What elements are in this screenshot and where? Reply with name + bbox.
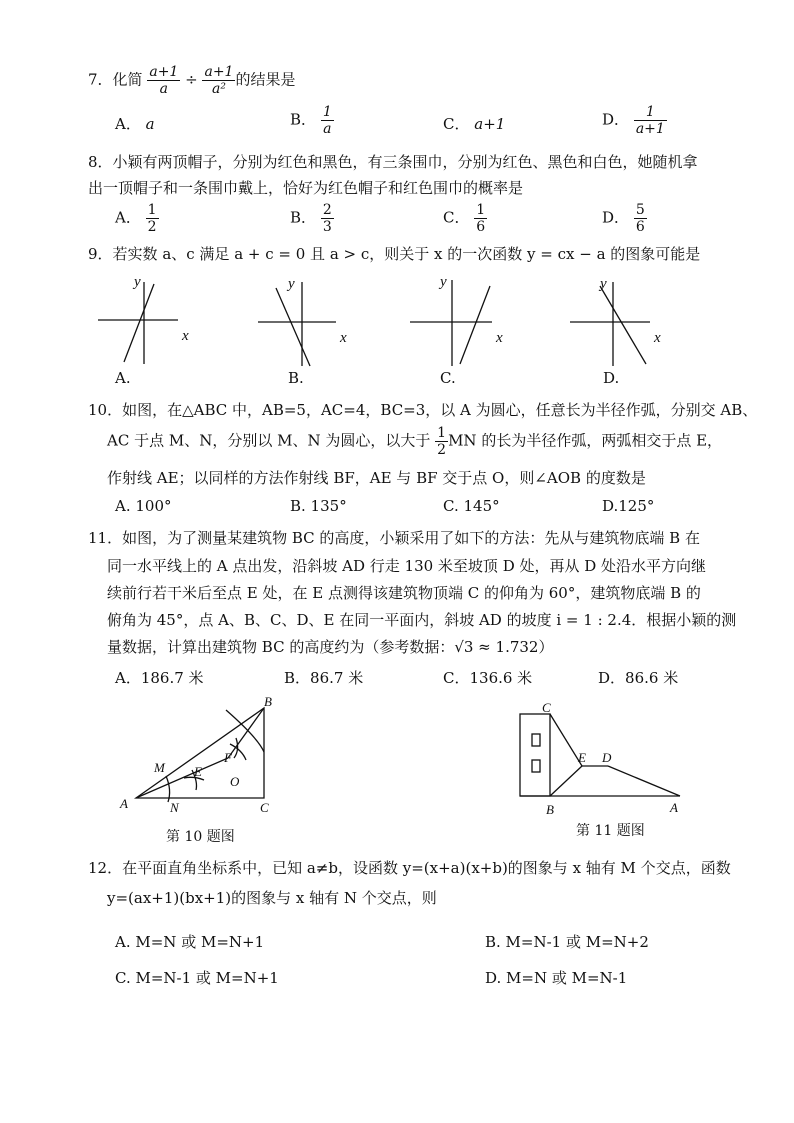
point-m-label: M [154, 760, 165, 775]
triangle-abc [136, 708, 264, 798]
option-d[interactable]: D. M=N 或 M=N-1 [485, 969, 628, 987]
fraction [634, 202, 647, 235]
fraction-denominator: 3 [322, 219, 332, 235]
question-text: 如图，在△ABC 中，AB=5，AC=4，BC=3，以 A 为圆心，任意长为半径作弧，分别交 AB、 [122, 401, 758, 419]
option-c[interactable] [443, 202, 487, 235]
question-number: 8． [88, 153, 113, 171]
point-b-label: B [546, 802, 554, 817]
point-e-label: E [578, 750, 586, 765]
option-d[interactable]: D.125° [602, 497, 655, 515]
option-label: A． [115, 208, 141, 227]
option-text: a+1 [474, 115, 506, 133]
graph-label-b[interactable]: B. [288, 369, 304, 387]
fraction-denominator: a [323, 121, 332, 137]
question-12-line-2: y=(ax+1)(bx+1)的图象与 x 轴有 N 个交点，则 [107, 889, 437, 907]
question-text: 如图，为了测量某建筑物 BC 的高度，小颖采用了如下的方法：先从与建筑物底端 B 在 [122, 529, 700, 547]
graph-d[interactable] [570, 282, 650, 366]
point-d-label: D [602, 750, 612, 765]
question-10-line-1 [88, 400, 757, 420]
x-axis-label: x [340, 330, 347, 346]
option-a[interactable] [115, 114, 155, 134]
fraction [474, 202, 487, 235]
option-label: D． [602, 110, 630, 129]
question-11-line-2: 同一水平线上的 A 点出发，沿斜坡 AD 行走 130 米至坡顶 D 处，再从 D 处沿水平方向继 [107, 557, 707, 575]
question-10-line-3: 作射线 AE；以同样的方法作射线 BF，AE 与 BF 交于点 O，则∠AOB 的度数是 [107, 469, 646, 487]
function-line [276, 288, 310, 366]
option-c[interactable]: C. M=N-1 或 M=N+1 [115, 969, 279, 987]
question-8-line-2: 出一顶帽子和一条围巾戴上，恰好为红色帽子和红色围巾的概率是 [88, 179, 524, 197]
option-label: C． [443, 208, 470, 227]
building-window [532, 760, 540, 772]
option-label: A． [115, 115, 141, 133]
question-8-line-1 [88, 152, 698, 172]
fraction-denominator: 6 [476, 219, 486, 235]
point-a-label: A [120, 796, 128, 811]
q9-graph-options [0, 272, 794, 382]
point-e-label: E [194, 764, 202, 779]
question-text: 化简 [112, 70, 143, 89]
option-d[interactable]: D．86.6 米 [598, 669, 679, 687]
option-c[interactable] [443, 114, 505, 134]
fraction-numerator: a+1 [149, 64, 179, 80]
function-line [124, 284, 154, 362]
fraction-numerator: 1 [634, 104, 667, 121]
point-n-label: N [170, 800, 179, 815]
question-number: 10． [88, 401, 123, 419]
question-11-line-3: 续前行若干米后至点 E 处，在 E 点测得该建筑物顶端 C 的仰角为 60°，建筑物底端 B 的 [107, 584, 701, 602]
y-axis-label: y [440, 274, 447, 290]
option-c[interactable]: C. 145° [443, 497, 500, 515]
option-label: B． [290, 110, 317, 129]
question-number: 9． [88, 245, 113, 263]
question-text: 在平面直角坐标系中，已知 a≠b，设函数 y=(x+a)(x+b)的图象与 x 轴有 M 个交点，函数 [122, 859, 731, 877]
graph-b[interactable] [258, 282, 336, 366]
function-line [460, 286, 490, 364]
fraction-numerator: 5 [635, 202, 645, 218]
point-o-label: O [230, 774, 240, 789]
fraction-denominator: 2 [147, 219, 157, 235]
graph-label-d[interactable]: D. [603, 369, 620, 387]
figure-10-caption: 第 10 题图 [166, 829, 235, 845]
question-10-line-2 [107, 425, 722, 458]
figure-11-caption: 第 11 题图 [576, 823, 645, 839]
slope-ad [608, 766, 680, 796]
option-d[interactable] [602, 104, 667, 137]
option-b[interactable] [290, 202, 334, 235]
option-text: a [145, 115, 155, 133]
question-11-line-4: 俯角为 45°，点 A、B、C、D、E 在同一平面内，斜坡 AD 的坡度 i = 1 : 2.4．根据小颖的测 [107, 611, 737, 629]
option-label: D． [602, 208, 630, 227]
question-11-line-5: 量数据，计算出建筑物 BC 的高度约为（参考数据：√3 ≈ 1.732） [107, 638, 554, 656]
sight-line-eb [550, 766, 582, 796]
graph-a[interactable] [98, 282, 178, 364]
point-f-label: F [224, 750, 232, 765]
option-a[interactable]: A．186.7 米 [115, 669, 204, 687]
building-bc [520, 714, 550, 796]
option-a[interactable]: A. 100° [115, 497, 172, 515]
question-text: 若实数 a、c 满足 a + c = 0 且 a > c，则关于 x 的一次函数 y = cx − a 的图象可能是 [112, 245, 701, 263]
question-number: 7． [88, 70, 113, 89]
option-label: B． [290, 208, 317, 227]
graph-c[interactable] [410, 280, 492, 366]
option-d[interactable] [602, 202, 647, 235]
fraction [321, 202, 334, 235]
fraction [202, 64, 235, 97]
option-b[interactable]: B．86.7 米 [284, 669, 364, 687]
question-text: MN 的长为半径作弧，两弧相交于点 E， [448, 431, 723, 450]
question-text: AC 于点 M、N，分别以 M、N 为圆心，以大于 [107, 431, 431, 450]
graph-label-c[interactable]: C. [440, 369, 456, 387]
graph-label-a[interactable]: A. [115, 369, 131, 387]
option-b[interactable] [290, 104, 334, 137]
divide-sign: ÷ [185, 70, 198, 89]
fraction-numerator: 1 [476, 202, 486, 218]
fraction-numerator: 1 [437, 425, 447, 441]
fraction [321, 104, 334, 137]
x-axis-label: x [654, 330, 661, 346]
fraction-denominator: 2 [437, 442, 447, 458]
question-text: 小颖有两顶帽子，分别为红色和黑色，有三条围巾，分别为红色、黑色和白色，她随机拿 [112, 153, 698, 171]
fraction-numerator: 1 [147, 202, 157, 218]
question-11-line-1 [88, 528, 700, 548]
y-axis-label: y [600, 276, 607, 292]
option-label: C． [443, 115, 470, 133]
fraction-denominator: a [159, 81, 169, 97]
option-a[interactable]: A. M=N 或 M=N+1 [115, 933, 265, 951]
y-axis-label: y [288, 276, 295, 292]
option-c[interactable]: C．136.6 米 [443, 669, 533, 687]
figure-10 [118, 694, 318, 834]
fraction-denominator: 6 [635, 219, 645, 235]
ray-bf [228, 708, 264, 758]
question-7-stem [88, 64, 295, 97]
fraction [146, 202, 159, 235]
point-a-label: A [670, 800, 678, 815]
question-9-stem [88, 244, 700, 264]
function-line [600, 286, 646, 364]
point-b-label: B [264, 694, 272, 709]
fraction [435, 425, 448, 458]
fraction [634, 104, 667, 137]
point-c-label: C [542, 700, 551, 715]
ray-ae [136, 758, 228, 798]
question-number: 12． [88, 859, 123, 877]
x-axis-label: x [496, 330, 503, 346]
option-a[interactable] [115, 202, 159, 235]
building-window [532, 734, 540, 746]
question-number: 11． [88, 529, 123, 547]
fraction-denominator: a² [211, 81, 226, 97]
fraction-numerator: 2 [322, 202, 332, 218]
option-b[interactable]: B. M=N-1 或 M=N+2 [485, 933, 649, 951]
point-c-label: C [260, 800, 269, 815]
question-text: 的结果是 [235, 70, 296, 89]
y-axis-label: y [134, 274, 141, 290]
option-b[interactable]: B. 135° [290, 497, 347, 515]
fraction [147, 64, 180, 97]
question-12-line-1 [88, 858, 731, 878]
fraction-numerator: 1 [322, 104, 332, 120]
fraction-numerator: a+1 [204, 64, 234, 80]
fraction-denominator: a+1 [635, 121, 665, 137]
x-axis-label: x [182, 328, 189, 344]
figure-11 [512, 700, 702, 820]
